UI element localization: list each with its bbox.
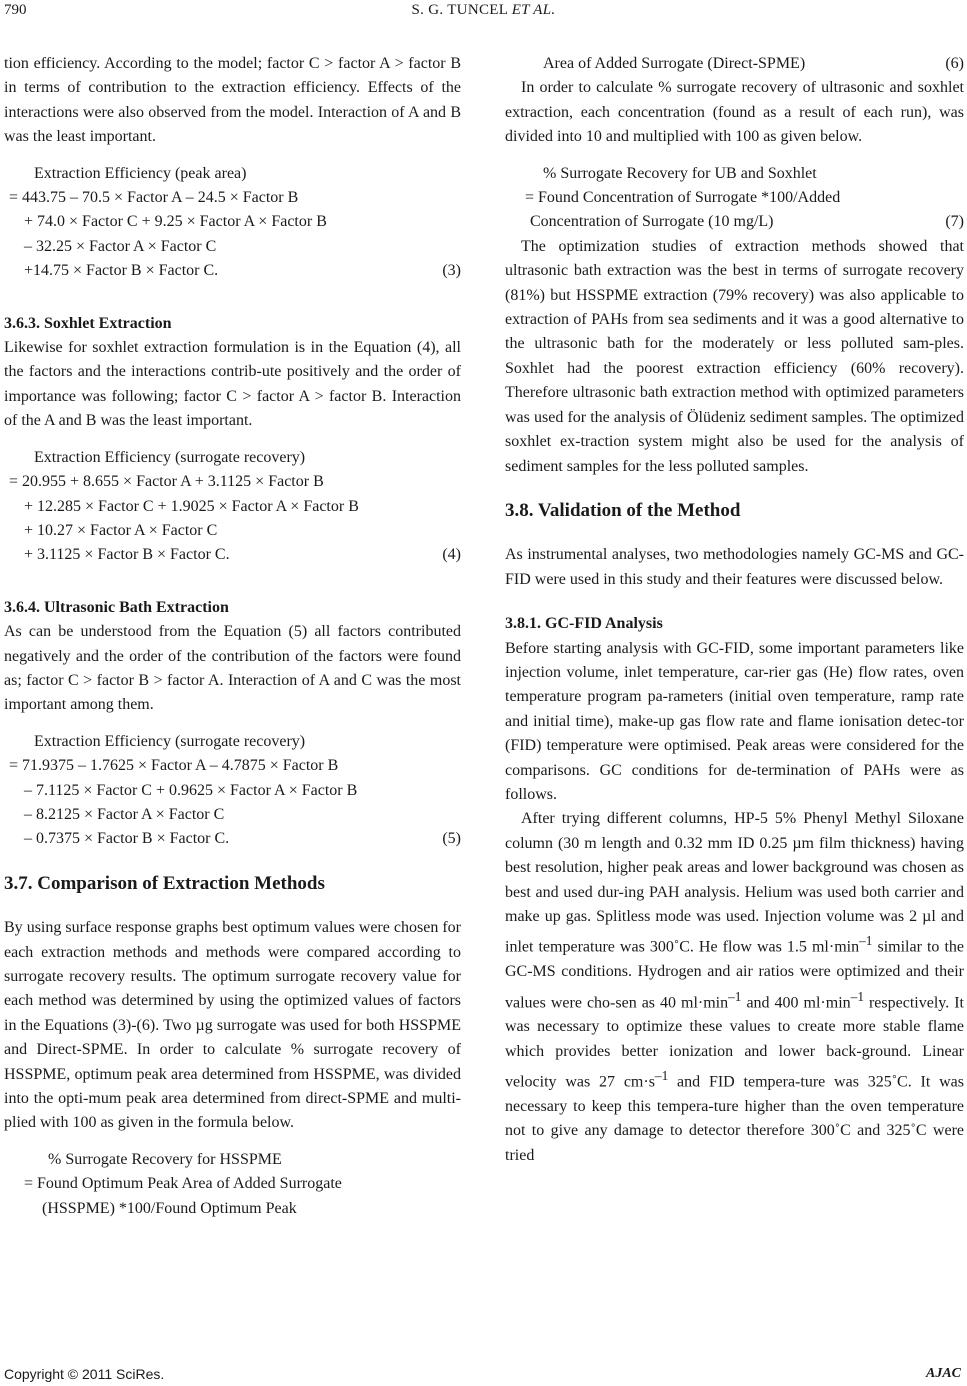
paragraph: tion efficiency. According to the model; factor C > factor A > factor B in terms of contribution to the extraction efficiency. Effects of the interactions were also observed from the model. Interaction of A and B was the least important. [4, 55, 461, 146]
left-column [4, 52, 461, 1221]
equation-7 [505, 162, 964, 235]
paragraph: Before starting analysis with GC-FID, some important parameters like injection volume, inlet temperature, car-rier gas (He) flow rates, oven temperature program pa-rameters (initial oven temperature, ramp rate and initial time), make-up gas flow rate and flame ionisation detec-tor (FID) temperature were optimised. Peak areas were considered for the comparisons. GC conditions for de-termination of PAHs were as follows. [505, 639, 964, 803]
equation-line: Concentration of Surrogate (10 mg/L) [530, 213, 774, 231]
section-heading-3-6-3: 3.6.3. Soxhlet Extraction [4, 314, 172, 332]
running-head-et-al: ET AL. [511, 2, 556, 18]
paragraph: As can be understood from the Equation (5) all factors contributed negatively and the order of the contribution of the factors were found as; factor C > factor B > factor A. Interaction of A and C was the most important among them. [4, 623, 461, 714]
equation-line: – 7.1125 × Factor C + 0.9625 × Factor A × Factor B [24, 781, 358, 799]
equation-line: + 10.27 × Factor A × Factor C [24, 521, 218, 539]
equation-line: (HSSPME) *100/Found Optimum Peak [42, 1199, 297, 1217]
equation-line: = 443.75 – 70.5 × Factor A – 24.5 × Factor B [9, 189, 299, 207]
equation-line: – 8.2125 × Factor A × Factor C [24, 805, 225, 823]
superscript: –1 [859, 933, 873, 949]
equation-line: – 0.7375 × Factor B × Factor C. [24, 830, 230, 848]
superscript: –1 [850, 988, 864, 1004]
equation-4 [4, 446, 461, 568]
section-heading-3-6-4: 3.6.4. Ultrasonic Bath Extraction [4, 598, 229, 616]
equation-5 [4, 730, 461, 852]
text-run: After trying different columns, HP-5 5% Phenyl Methyl Siloxane column (30 m length and 0.32 mm ID 0.25 µm film thickness) having best resolution, higher peak areas and lower background was chosen as best and used dur-ing PAH analysis. Helium was used both carrier and make up gas. Splitless mode was used. Injection volume was 2 µl and inlet temperature was 300˚C. He flow was 1.5 ml·min [505, 810, 964, 956]
equation-line: + 12.285 × Factor C + 1.9025 × Factor A × Factor B [24, 497, 359, 515]
equation-number: (4) [442, 546, 461, 564]
text-run: respectively. It was necessary to optimize these values to create more stable flame which provides better ionization and lower back-ground. Linear velocity was 27 cm·s [505, 993, 965, 1091]
equation-line: % Surrogate Recovery for HSSPME [48, 1150, 282, 1168]
equation-line: + 3.1125 × Factor B × Factor C. [24, 546, 230, 564]
equation-line: Extraction Efficiency (surrogate recovery) [34, 448, 306, 466]
equation-number: (3) [442, 262, 461, 280]
equation-line: = 71.9375 – 1.7625 × Factor A – 4.7875 × Factor B [9, 757, 339, 775]
equation-line: = Found Optimum Peak Area of Added Surrogate [24, 1175, 342, 1193]
section-heading-3-8: 3.8. Validation of the Method [505, 499, 741, 521]
text-run: similar to the GC-MS conditions. Hydrogen and air ratios were optimized and their values were cho-sen as 40 ml·min [505, 938, 964, 1011]
equation-line: % Surrogate Recovery for UB and Soxhlet [543, 164, 817, 182]
equation-line: Extraction Efficiency (peak area) [34, 164, 247, 182]
equation-line: – 32.25 × Factor A × Factor C [24, 237, 217, 255]
equation-number: (5) [442, 830, 461, 848]
paragraph [505, 807, 964, 1168]
running-head [0, 2, 967, 19]
running-head-author: S. G. TUNCEL [411, 2, 508, 18]
equation-6-continued [505, 52, 964, 76]
paragraph: Likewise for soxhlet extraction formulation is in the Equation (4), all the factors and the interactions contrib-ute positively and the order of importance was following; factor C > factor A > factor B. Interaction of the A and B was the least important. [4, 339, 461, 430]
equation-3 [4, 162, 461, 284]
section-heading-3-7: 3.7. Comparison of Extraction Methods [4, 872, 325, 894]
paragraph: As instrumental analyses, two methodologies namely GC-MS and GC-FID were used in this study and their features were discussed below. [505, 546, 964, 588]
paragraph: By using surface response graphs best optimum values were chosen for each extraction methods and methods were compared according to surrogate recovery results. The optimum surrogate recovery value for each method was determined by using the optimized values of factors in the Equations (3)-(6). Two µg surrogate was used for both HSSPME and Direct-SPME. In order to calculate % surrogate recovery of HSSPME, optimum peak area determined from HSSPME, was divided into the opti-mum peak area determined from direct-SPME and multi-plied with 100 as given in the formula below. [4, 919, 461, 1132]
paragraph: The optimization studies of extraction methods showed that ultrasonic bath extraction was the best in terms of surrogate recovery (81%) but HSSPME extraction (79% recovery) was also applicable to extraction of PAHs from sea sediments and it was a good alternative to the ultrasonic bath for the moderately or less polluted sam-ples. Soxhlet had the poorest extraction efficiency (60% recovery). Therefore ultrasonic bath extraction method with optimized parameters was used for the analysis of Ölüdeniz sediment samples. The optimized soxhlet ex-traction system might also be used for the analysis of sediment samples for the less polluted samples. [505, 237, 964, 475]
equation-line: + 74.0 × Factor C + 9.25 × Factor A × Factor B [24, 213, 327, 231]
equation-line: +14.75 × Factor B × Factor C. [24, 262, 219, 280]
text-run: and 400 ml·min [741, 993, 851, 1011]
text-run: and FID tempera-ture was 325˚C. It was necessary to keep this tempera-ture higher than the oven temperature not to give any damage to detector therefore 300˚C and 325˚C were tried [505, 1073, 964, 1164]
footer-copyright: Copyright © 2011 SciRes. [4, 1366, 165, 1382]
equation-number: (6) [945, 55, 964, 72]
equation-number: (7) [945, 213, 964, 231]
equation-6 [4, 1148, 461, 1221]
section-heading-3-8-1: 3.8.1. GC-FID Analysis [505, 615, 663, 633]
equation-line: = Found Concentration of Surrogate *100/Added [525, 189, 841, 207]
superscript: –1 [654, 1068, 669, 1084]
footer-journal: AJAC [925, 1366, 961, 1381]
right-column [505, 52, 964, 1168]
superscript: –1 [728, 988, 742, 1004]
paragraph: In order to calculate % surrogate recovery of ultrasonic and soxhlet extraction, each concentration (found as a result of each run), was divided into 10 and multiplied with 100 as given below. [505, 79, 964, 146]
page-number: 790 [4, 2, 27, 18]
equation-line: = 20.955 + 8.655 × Factor A + 3.1125 × Factor B [9, 473, 324, 491]
equation-line: Extraction Efficiency (surrogate recovery) [34, 732, 306, 750]
equation-line: Area of Added Surrogate (Direct-SPME) [543, 55, 806, 72]
